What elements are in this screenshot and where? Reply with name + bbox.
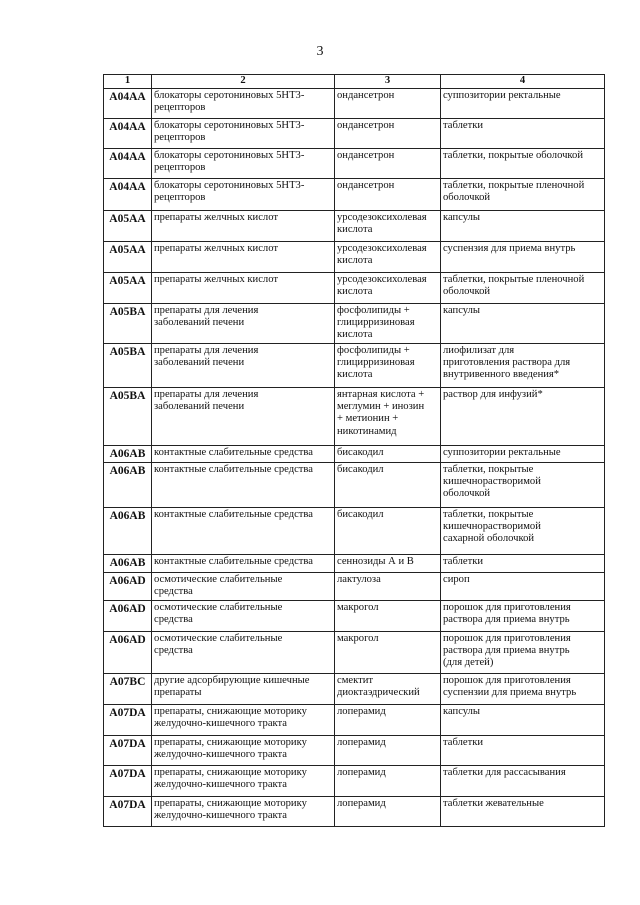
pharm-group-line: заболеваний печени [154,357,245,369]
substance-line: урсодезоксихолевая [337,243,427,254]
drug-table-container [103,74,605,827]
pharm-group-line: рецепторов [154,162,206,174]
substance-cell [335,149,441,179]
dosage-form-cell [441,344,605,388]
substance-line: лоперамид [337,706,386,717]
dosage-form-line: таблетки, покрытые [443,464,534,475]
pharm-group-line: желудочно-кишечного тракта [154,779,287,791]
substance-cell [335,555,441,573]
substance-cell [335,388,441,446]
pharm-group-line: препараты желчных кислот [154,274,278,285]
substance-line: бисакодил [337,464,384,475]
substance-line: глицирризиновая [337,317,415,329]
pharm-group-cell [152,632,335,674]
dosage-form-cell [441,211,605,242]
substance-line: урсодезоксихолевая [337,274,427,285]
dosage-form-line: суспензия для приема внутрь [443,243,576,254]
dosage-form-line: раствор для инфузий* [443,389,543,400]
dosage-form-line: капсулы [443,305,481,316]
pharm-group-cell [152,797,335,827]
substance-line: + метионин + [337,413,399,425]
atc-code-cell: A07DA [104,766,152,797]
table-row [104,179,605,211]
table-row [104,601,605,632]
substance-line: кислота [337,329,373,341]
atc-code-cell: A06AB [104,463,152,508]
pharm-group-cell [152,555,335,573]
dosage-form-line: раствора для приема внутрь [443,645,570,657]
pharm-group-cell [152,242,335,273]
pharm-group-line: препараты, снижающие моторику [154,706,307,717]
pharm-group-line: препараты желчных кислот [154,212,278,223]
dosage-form-cell [441,273,605,304]
dosage-form-cell [441,508,605,555]
pharm-group-line: средства [154,614,193,626]
table-row [104,555,605,573]
dosage-form-cell [441,89,605,119]
dosage-form-line: таблетки, покрытые пленочной [443,180,585,191]
pharm-group-line: осмотические слабительные [154,602,283,613]
substance-line: лактулоза [337,574,381,585]
dosage-form-cell [441,632,605,674]
dosage-form-line: кишечнорастворимой [443,476,541,488]
atc-code-cell: A04AA [104,89,152,119]
dosage-form-cell [441,149,605,179]
pharm-group-cell [152,508,335,555]
dosage-form-line: суппозитории ректальные [443,447,561,458]
dosage-form-line: внутривенного введения* [443,369,560,381]
atc-code-cell: A07DA [104,797,152,827]
pharm-group-line: желудочно-кишечного тракта [154,749,287,761]
substance-line: никотинамид [337,425,397,437]
pharm-group-line: осмотические слабительные [154,574,283,585]
dosage-form-cell [441,705,605,736]
table-row [104,508,605,555]
substance-cell [335,632,441,674]
atc-code-cell: A04AA [104,149,152,179]
pharm-group-line: блокаторы серотониновых 5НТ3- [154,150,305,161]
table-body [104,89,605,827]
pharm-group-line: блокаторы серотониновых 5НТ3- [154,180,305,191]
dosage-form-line: порошок для приготовления [443,633,571,644]
pharm-group-cell [152,179,335,211]
substance-line: кислота [337,286,373,298]
column-header-4: 4 [441,75,605,89]
atc-code-cell: A06AB [104,555,152,573]
pharm-group-cell [152,149,335,179]
pharm-group-line: средства [154,645,193,657]
atc-code-cell: A05BA [104,344,152,388]
dosage-form-cell [441,463,605,508]
table-row [104,304,605,344]
table-row [104,705,605,736]
drug-table [103,74,605,827]
table-row [104,388,605,446]
pharm-group-line: осмотические слабительные [154,633,283,644]
pharm-group-line: заболеваний печени [154,317,245,329]
dosage-form-line: таблетки [443,556,484,567]
dosage-form-cell [441,573,605,601]
dosage-form-cell [441,555,605,573]
page-number: 3 [316,44,324,59]
substance-line: кислота [337,255,373,267]
dosage-form-line: лиофилизат для [443,345,515,356]
substance-cell [335,508,441,555]
atc-code-cell: A05AA [104,242,152,273]
column-header-2: 2 [152,75,335,89]
atc-code-cell: A06AB [104,508,152,555]
substance-cell [335,573,441,601]
substance-line: макрогол [337,633,379,644]
pharm-group-cell [152,766,335,797]
dosage-form-line: таблетки [443,120,484,131]
pharm-group-cell [152,446,335,463]
dosage-form-line: порошок для приготовления [443,602,571,613]
dosage-form-line: порошок для приготовления [443,675,571,686]
dosage-form-line: таблетки для рассасывания [443,767,566,778]
substance-line: меглумин + инозин [337,401,425,413]
pharm-group-line: препараты для лечения [154,345,259,356]
pharm-group-cell [152,304,335,344]
dosage-form-cell [441,446,605,463]
table-row [104,736,605,766]
table-row [104,242,605,273]
substance-line: урсодезоксихолевая [337,212,427,223]
substance-line: ондансетрон [337,180,395,191]
pharm-group-line: контактные слабительные средства [154,447,313,458]
pharm-group-line: препараты [154,687,202,699]
dosage-form-cell [441,736,605,766]
dosage-form-line: суппозитории ректальные [443,90,561,101]
atc-code-cell: A04AA [104,119,152,149]
atc-code-cell: A07DA [104,705,152,736]
substance-line: лоперамид [337,798,386,809]
pharm-group-line: контактные слабительные средства [154,464,313,475]
dosage-form-cell [441,119,605,149]
dosage-form-cell [441,674,605,705]
table-row [104,89,605,119]
dosage-form-cell [441,797,605,827]
substance-cell [335,736,441,766]
substance-line: ондансетрон [337,90,395,101]
dosage-form-cell [441,179,605,211]
dosage-form-cell [441,242,605,273]
substance-cell [335,242,441,273]
pharm-group-line: препараты, снижающие моторику [154,737,307,748]
pharm-group-line: рецепторов [154,192,206,204]
substance-cell [335,766,441,797]
dosage-form-cell [441,766,605,797]
atc-code-cell: A06AD [104,601,152,632]
dosage-form-cell [441,304,605,344]
atc-code-cell: A07DA [104,736,152,766]
atc-code-cell: A05BA [104,388,152,446]
column-header-1: 1 [104,75,152,89]
pharm-group-cell [152,273,335,304]
dosage-form-line: таблетки, покрытые пленочной [443,274,585,285]
atc-code-cell: A05AA [104,273,152,304]
substance-line: фосфолипиды + [337,305,410,316]
table-row [104,632,605,674]
dosage-form-line: раствора для приема внутрь [443,614,570,626]
dosage-form-line: таблетки, покрытые оболочкой [443,150,583,161]
pharm-group-line: препараты, снижающие моторику [154,767,307,778]
substance-line: янтарная кислота + [337,389,425,400]
dosage-form-line: капсулы [443,706,481,717]
pharm-group-cell [152,388,335,446]
substance-cell [335,273,441,304]
dosage-form-line: таблетки жевательные [443,798,544,809]
table-row [104,573,605,601]
pharm-group-line: другие адсорбирующие кишечные [154,675,310,686]
pharm-group-line: препараты желчных кислот [154,243,278,254]
pharm-group-cell [152,119,335,149]
pharm-group-cell [152,705,335,736]
substance-cell [335,446,441,463]
table-row [104,766,605,797]
atc-code-cell: A07BC [104,674,152,705]
substance-line: ондансетрон [337,150,395,161]
pharm-group-line: рецепторов [154,102,206,114]
pharm-group-line: блокаторы серотониновых 5НТ3- [154,90,305,101]
dosage-form-line: оболочкой [443,286,491,298]
substance-line: фосфолипиды + [337,345,410,356]
pharm-group-line: заболеваний печени [154,401,245,413]
table-row [104,344,605,388]
pharm-group-cell [152,344,335,388]
substance-cell [335,463,441,508]
table-row [104,149,605,179]
dosage-form-line: сахарной оболочкой [443,533,535,545]
substance-cell [335,211,441,242]
pharm-group-cell [152,736,335,766]
substance-cell [335,304,441,344]
substance-line: ондансетрон [337,120,395,131]
substance-line: диоктаэдрический [337,687,420,699]
table-row [104,674,605,705]
table-row [104,446,605,463]
substance-line: бисакодил [337,447,384,458]
table-row [104,273,605,304]
substance-cell [335,344,441,388]
atc-code-cell: A06AD [104,632,152,674]
dosage-form-line: таблетки [443,737,484,748]
pharm-group-cell [152,601,335,632]
substance-cell [335,89,441,119]
table-row [104,119,605,149]
substance-line: макрогол [337,602,379,613]
pharm-group-line: блокаторы серотониновых 5НТ3- [154,120,305,131]
table-row [104,211,605,242]
dosage-form-line: капсулы [443,212,481,223]
dosage-form-line: оболочкой [443,488,491,500]
substance-line: глицирризиновая [337,357,415,369]
substance-cell [335,119,441,149]
atc-code-cell: A04AA [104,179,152,211]
dosage-form-cell [441,601,605,632]
dosage-form-line: таблетки, покрытые [443,509,534,520]
substance-cell [335,797,441,827]
pharm-group-cell [152,573,335,601]
column-header-3: 3 [335,75,441,89]
dosage-form-line: приготовления раствора для [443,357,571,369]
dosage-form-line: оболочкой [443,192,491,204]
substance-line: кислота [337,224,373,236]
pharm-group-cell [152,89,335,119]
dosage-form-line: кишечнорастворимой [443,521,541,533]
substance-line: кислота [337,369,373,381]
pharm-group-line: контактные слабительные средства [154,509,313,520]
dosage-form-line: суспензии для приема внутрь [443,687,577,699]
substance-line: лоперамид [337,737,386,748]
pharm-group-line: контактные слабительные средства [154,556,313,567]
table-row [104,463,605,508]
atc-code-cell: A06AB [104,446,152,463]
pharm-group-cell [152,463,335,508]
substance-line: лоперамид [337,767,386,778]
dosage-form-line: (для детей) [443,657,494,669]
pharm-group-cell [152,211,335,242]
substance-cell [335,601,441,632]
dosage-form-cell [441,388,605,446]
pharm-group-line: препараты для лечения [154,389,259,400]
pharm-group-line: средства [154,586,193,598]
pharm-group-line: препараты, снижающие моторику [154,798,307,809]
pharm-group-line: желудочно-кишечного тракта [154,810,287,822]
dosage-form-line: сироп [443,574,470,585]
pharm-group-cell [152,674,335,705]
substance-line: бисакодил [337,509,384,520]
table-header-row [104,75,605,89]
pharm-group-line: препараты для лечения [154,305,259,316]
substance-line: сеннозиды А и В [337,556,414,567]
atc-code-cell: A05BA [104,304,152,344]
pharm-group-line: рецепторов [154,132,206,144]
table-row [104,797,605,827]
substance-cell [335,674,441,705]
substance-line: смектит [337,675,374,686]
substance-cell [335,179,441,211]
atc-code-cell: A05AA [104,211,152,242]
substance-cell [335,705,441,736]
atc-code-cell: A06AD [104,573,152,601]
pharm-group-line: желудочно-кишечного тракта [154,718,287,730]
